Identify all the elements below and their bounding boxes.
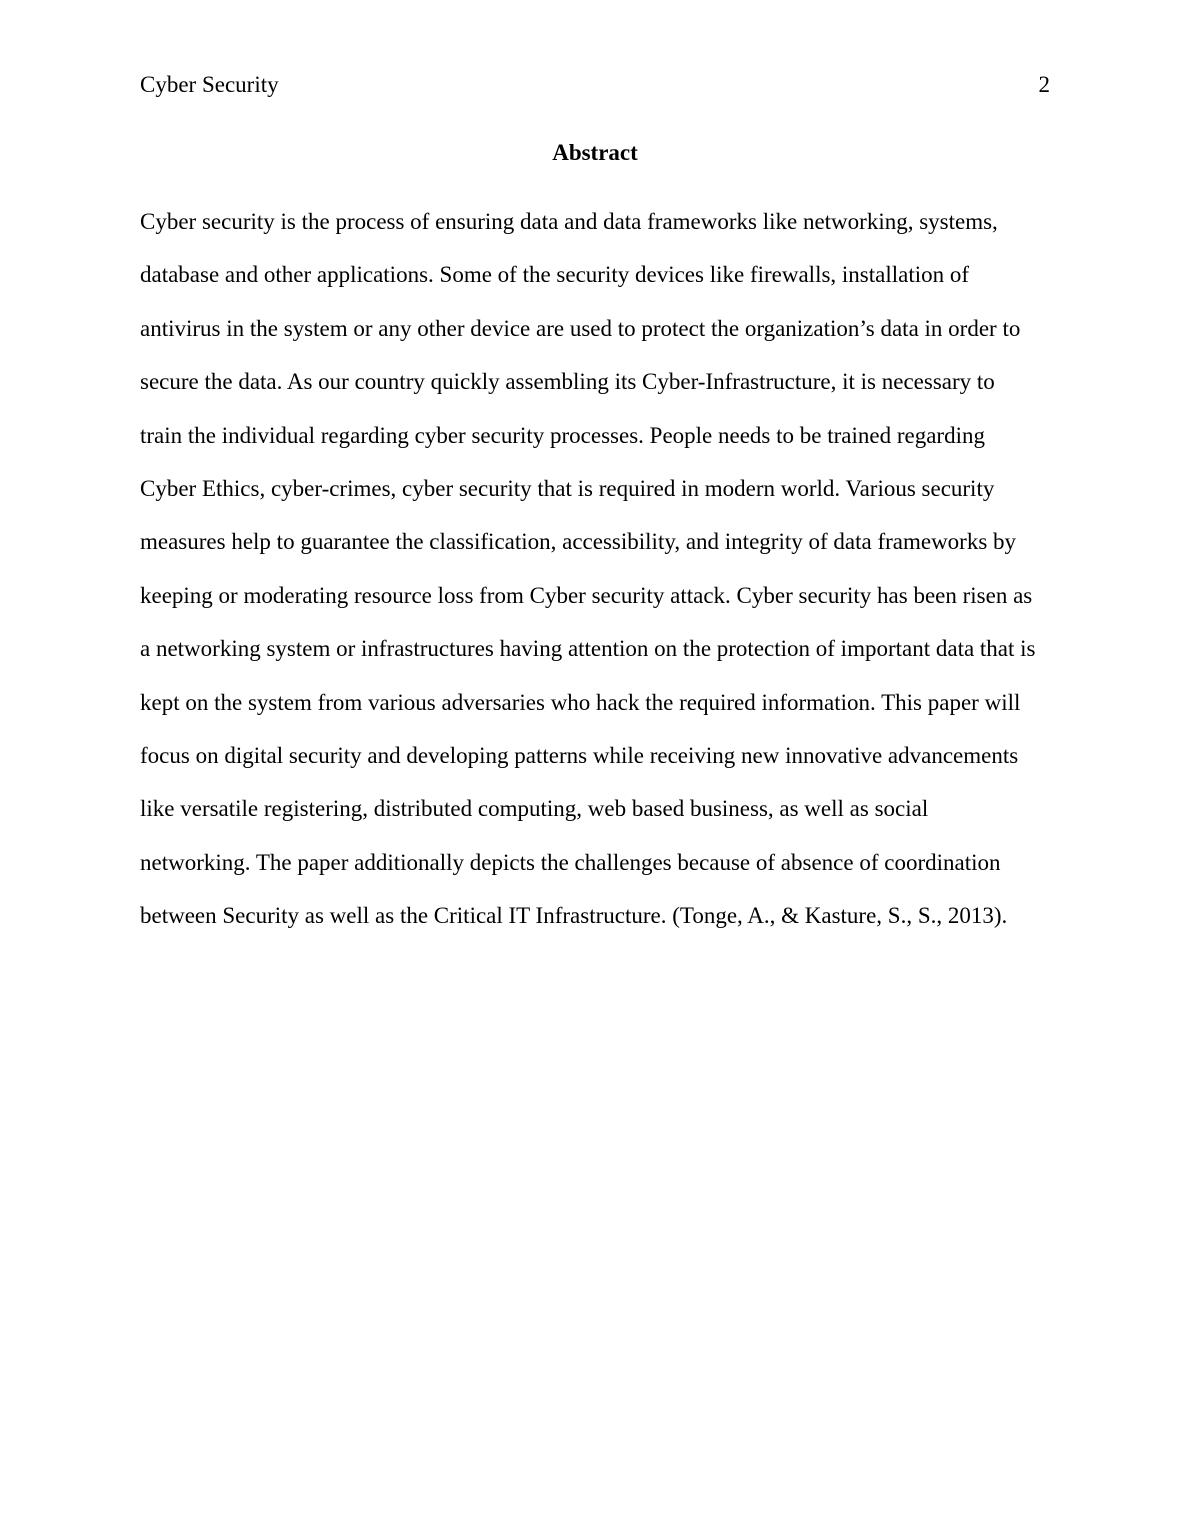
paragraph-line: a networking system or infrastructures having attention on the protection of important data that is [140,636,1036,662]
paragraph-line: measures help to guarantee the classification, accessibility, and integrity of data frameworks by [140,529,1017,555]
page-header [140,71,1050,98]
paragraph-line: train the individual regarding cyber security processes. People needs to be trained regarding [140,422,985,448]
abstract-paragraph [140,195,1060,943]
paragraph-line: keeping or moderating resource loss from Cyber security attack. Cyber security has been risen as [140,582,1033,608]
section-title-abstract: Abstract [552,140,638,165]
running-head: Cyber Security [140,72,279,97]
paragraph-line: database and other applications. Some of the security devices like firewalls, installation of [140,262,970,288]
paragraph-line: like versatile registering, distributed computing, web based business, as well as social [140,796,929,822]
paragraph-line: kept on the system from various adversaries who hack the required information. This paper will [140,689,1021,715]
paragraph-line: secure the data. As our country quickly assembling its Cyber-Infrastructure, it is necessary to [140,369,995,395]
paragraph-line: Cyber security is the process of ensuring data and data frameworks like networking, systems, [140,209,998,234]
paragraph-line: focus on digital security and developing patterns while receiving new innovative advancements [140,743,1019,769]
paragraph-line: networking. The paper additionally depicts the challenges because of absence of coordination [140,849,1001,875]
paragraph-line: between Security as well as the Critical IT Infrastructure. (Tonge, A., & Kasture, S., S., 2013). [140,903,1008,929]
paragraph-line: antivirus in the system or any other device are used to protect the organization’s data in order to [140,315,1021,341]
paragraph-line: Cyber Ethics, cyber-crimes, cyber security that is required in modern world. Various security [140,476,995,502]
page-number: 2 [1038,72,1050,97]
